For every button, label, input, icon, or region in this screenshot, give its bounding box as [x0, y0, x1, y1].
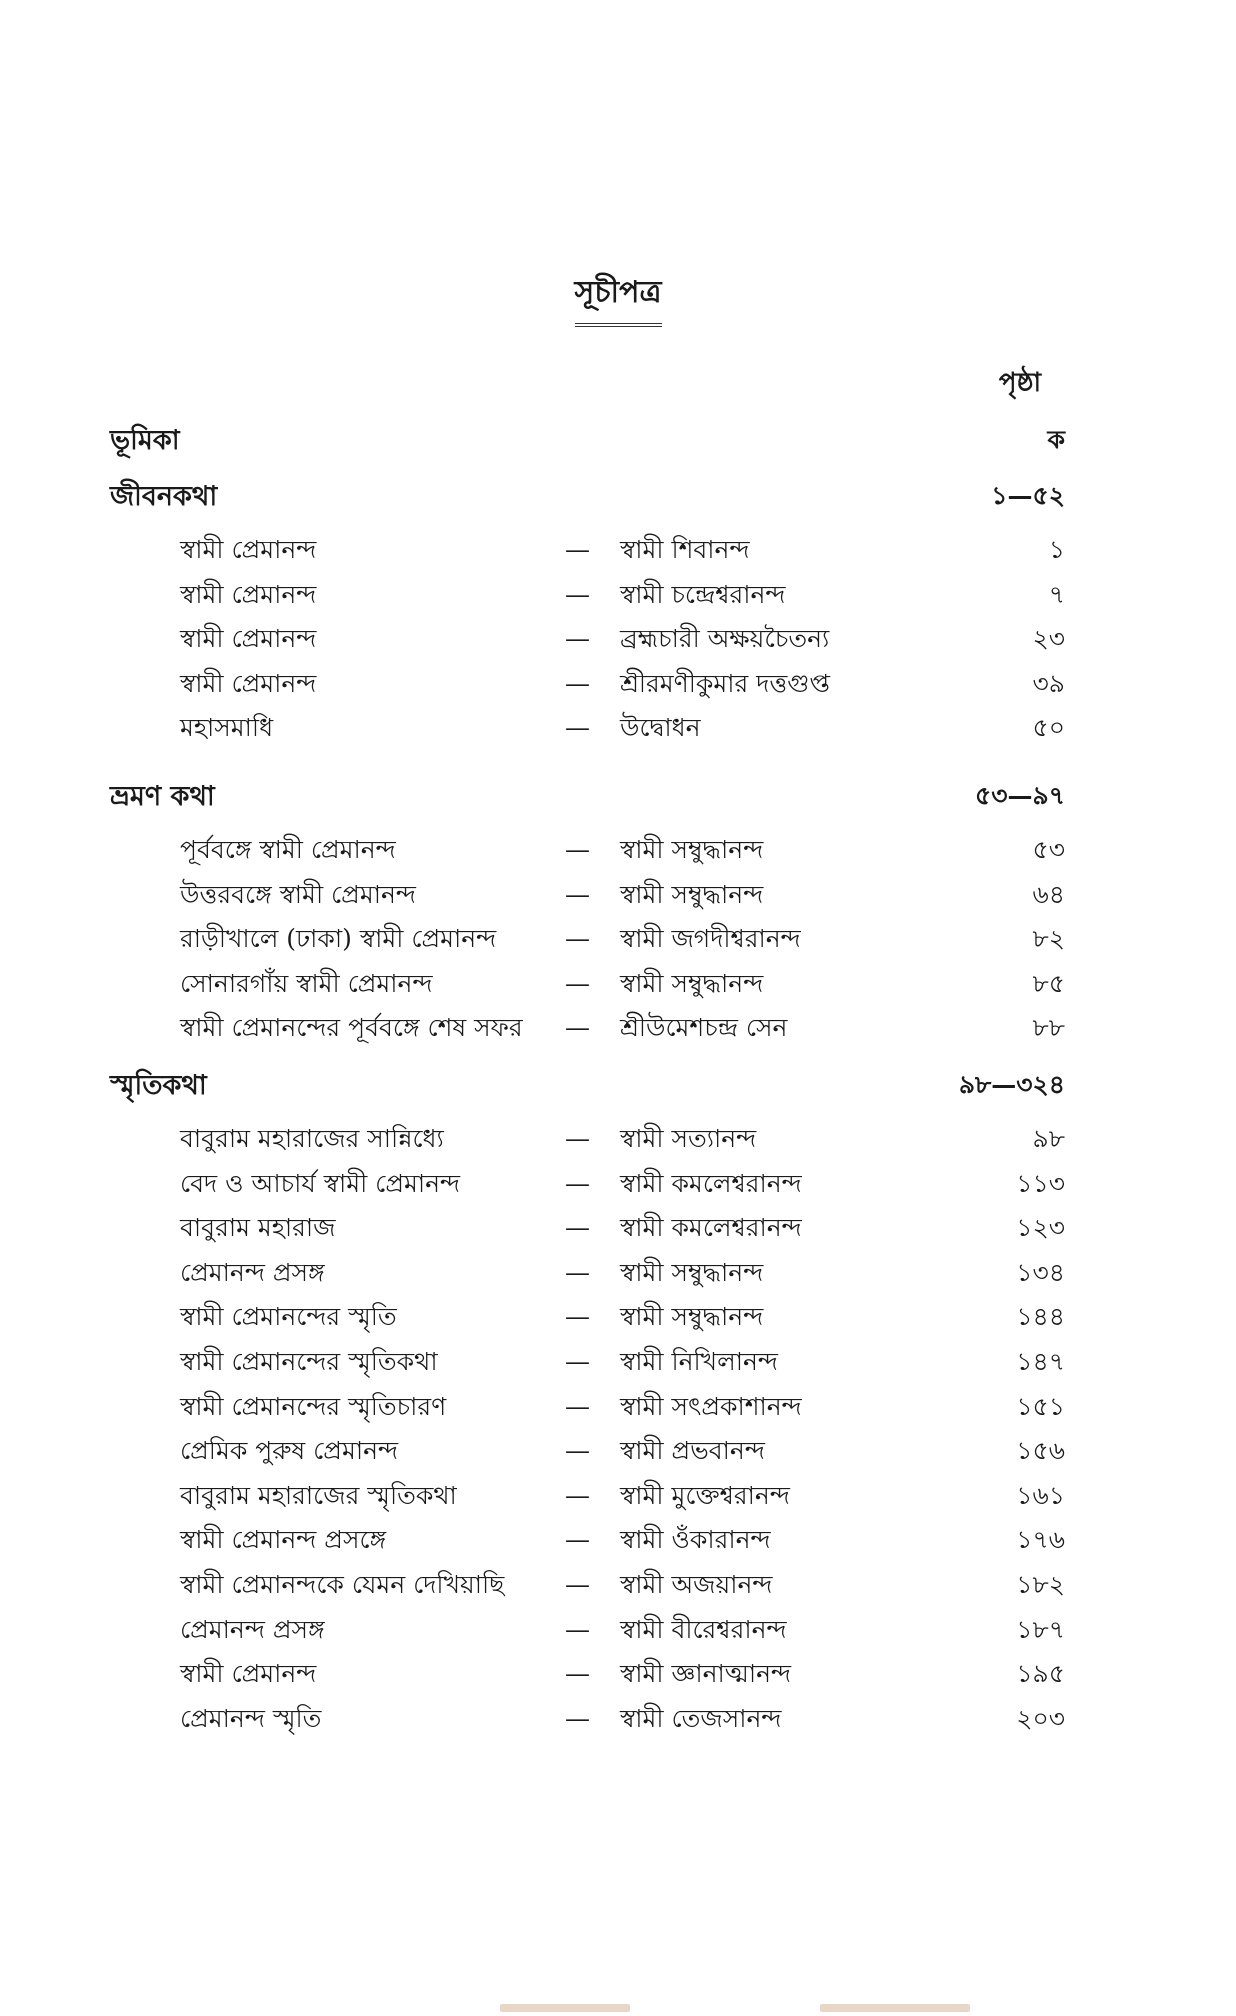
entry-title: স্বামী প্রেমানন্দ	[180, 579, 317, 609]
toc-entry	[110, 528, 1110, 573]
entry-page: ১৪৭	[1016, 1346, 1065, 1376]
entry-title: স্বামী প্রেমানন্দের স্মৃতিচারণ	[180, 1391, 447, 1421]
toc-entry	[110, 1608, 1110, 1653]
entry-dash: —	[565, 1213, 590, 1243]
entry-dash: —	[565, 968, 590, 998]
entry-author: উদ্বোধন	[620, 713, 701, 743]
entry-dash: —	[565, 835, 590, 864]
entry-author: স্বামী কমলেশ্বরানন্দ	[620, 1168, 802, 1198]
entry-title: স্বামী প্রেমানন্দকে যেমন দেখিয়াছি	[180, 1569, 505, 1599]
entry-page: ১	[1048, 535, 1065, 564]
entry-dash: —	[565, 713, 590, 743]
page-title	[0, 268, 1236, 327]
entry-title: প্রেমিক পুরুষ প্রেমানন্দ	[180, 1436, 399, 1466]
entry-page: ১৮৭	[1016, 1614, 1065, 1644]
entry-title: প্রেমানন্দ স্মৃতি	[180, 1703, 322, 1733]
entry-title: রাড়ীখালে (ঢাকা) স্বামী প্রেমানন্দ	[180, 924, 497, 954]
toc-entry	[110, 1385, 1110, 1430]
section-title: স্মৃতিকথা	[110, 1070, 207, 1101]
preface-label: ভূমিকা	[110, 425, 180, 456]
entry-page: ৮৫	[1032, 968, 1065, 998]
entry-author: স্বামী কমলেশ্বরানন্দ	[620, 1213, 802, 1243]
entry-page: ১৪৪	[1016, 1302, 1065, 1332]
entry-author: শ্রীউমেশচন্দ্র সেন	[620, 1013, 788, 1043]
entry-title: বাবুরাম মহারাজের স্মৃতিকথা	[180, 1480, 457, 1510]
entry-page: ৭	[1048, 579, 1065, 609]
toc-entry	[110, 1652, 1110, 1697]
entry-title: স্বামী প্রেমানন্দের স্মৃতিকথা	[180, 1346, 438, 1376]
toc-entry	[110, 1251, 1110, 1296]
toc-entry	[110, 1697, 1110, 1742]
entry-page: ১৭৬	[1016, 1525, 1065, 1555]
entry-page: ৮২	[1032, 924, 1065, 954]
entry-title: মহাসমাধি	[180, 713, 274, 743]
entry-dash: —	[565, 1257, 590, 1287]
entry-dash: —	[565, 879, 590, 909]
toc-entry	[110, 828, 1110, 873]
entry-author: স্বামী সম্বুদ্ধানন্দ	[620, 879, 764, 909]
entry-dash: —	[565, 1525, 590, 1555]
entry-title: বাবুরাম মহারাজ	[180, 1213, 336, 1243]
entry-author: স্বামী সম্বুদ্ধানন্দ	[620, 1257, 764, 1287]
entry-author: স্বামী চন্দ্রেশ্বরানন্দ	[620, 579, 786, 609]
entry-dash: —	[565, 535, 590, 564]
entry-title: স্বামী প্রেমানন্দ প্রসঙ্গে	[180, 1525, 387, 1555]
toc-entry	[110, 662, 1110, 707]
section-page-range: ৫৩—৯৭	[975, 781, 1065, 810]
entry-dash: —	[565, 1703, 590, 1733]
entry-page: ১৩৪	[1016, 1257, 1065, 1287]
toc-entry	[110, 1206, 1110, 1251]
preface-page: ক	[1047, 425, 1065, 454]
entry-author: স্বামী সম্বুদ্ধানন্দ	[620, 968, 764, 998]
entry-author: ব্রহ্মচারী অক্ষয়চৈতন্য	[620, 624, 830, 654]
entry-dash: —	[565, 924, 590, 954]
entry-page: ৯৮	[1032, 1124, 1065, 1153]
entry-page: ৫৩	[1032, 835, 1065, 864]
section-memoirs	[110, 1065, 1110, 1741]
entry-author: স্বামী সম্বুদ্ধানন্দ	[620, 1302, 764, 1332]
entry-title: বেদ ও আচার্য স্বামী প্রেমানন্দ	[180, 1168, 461, 1198]
entry-title: বাবুরাম মহারাজের সান্নিধ্যে	[180, 1124, 444, 1153]
entry-page: ২০৩	[1016, 1703, 1065, 1733]
section-heading	[110, 1065, 1110, 1117]
toc-entry	[110, 873, 1110, 918]
toc-entry	[110, 1429, 1110, 1474]
entry-author: শ্রীরমণীকুমার দত্তগুপ্ত	[620, 668, 830, 698]
entry-title: উত্তরবঙ্গে স্বামী প্রেমানন্দ	[180, 879, 416, 909]
toc-entry	[110, 1162, 1110, 1207]
section-title: জীবনকথা	[110, 481, 218, 512]
entry-author: স্বামী জগদীশ্বরানন্দ	[620, 924, 801, 954]
section-title: ভ্রমণ কথা	[110, 781, 215, 812]
entry-page: ১৬১	[1016, 1480, 1065, 1510]
entry-title: পূর্ববঙ্গে স্বামী প্রেমানন্দ	[180, 835, 396, 864]
entry-page: ১৯৫	[1016, 1659, 1065, 1689]
toc-entry	[110, 1474, 1110, 1519]
entry-dash: —	[565, 1480, 590, 1510]
entry-author: স্বামী প্রভবানন্দ	[620, 1436, 765, 1466]
entry-author: স্বামী শিবানন্দ	[620, 535, 750, 564]
entry-page: ১৫৬	[1016, 1436, 1065, 1466]
entry-title: স্বামী প্রেমানন্দের পূর্ববঙ্গে শেষ সফর	[180, 1013, 523, 1043]
entry-dash: —	[565, 1569, 590, 1599]
toc-entry	[110, 962, 1110, 1007]
toc-entry	[110, 1117, 1110, 1162]
toc-entry	[110, 1340, 1110, 1385]
toc-entry	[110, 706, 1110, 751]
entry-title: প্রেমানন্দ প্রসঙ্গ	[180, 1257, 325, 1287]
entry-dash: —	[565, 579, 590, 609]
entry-author: স্বামী ওঁকারানন্দ	[620, 1525, 771, 1555]
entry-author: স্বামী সৎপ্রকাশানন্দ	[620, 1391, 802, 1421]
section-page-range: ১—৫২	[991, 481, 1065, 510]
entry-title: স্বামী প্রেমানন্দ	[180, 624, 317, 654]
toc-entry	[110, 1518, 1110, 1563]
entry-title: সোনারগাঁয় স্বামী প্রেমানন্দ	[180, 968, 433, 998]
entry-dash: —	[565, 1168, 590, 1198]
entry-page: ১৫১	[1016, 1391, 1065, 1421]
entry-dash: —	[565, 1436, 590, 1466]
entry-page: ১২৩	[1016, 1213, 1065, 1243]
preface-row	[110, 420, 1110, 464]
entry-title: স্বামী প্রেমানন্দ	[180, 668, 317, 698]
toc-entry	[110, 1563, 1110, 1608]
entry-page: ৬৪	[1032, 879, 1065, 909]
section-heading	[110, 776, 1110, 828]
page-column-header: পৃষ্ঠা	[998, 368, 1042, 398]
entry-title: স্বামী প্রেমানন্দ	[180, 1659, 317, 1689]
entry-dash: —	[565, 1391, 590, 1421]
toc-entry	[110, 917, 1110, 962]
entry-page: ২৩	[1032, 624, 1065, 654]
entry-page: ৫০	[1032, 713, 1065, 743]
entry-page: ৩৯	[1032, 668, 1065, 698]
entry-author: স্বামী মুক্তেশ্বরানন্দ	[620, 1480, 790, 1510]
entry-dash: —	[565, 624, 590, 654]
toc-entry	[110, 617, 1110, 662]
entry-dash: —	[565, 1614, 590, 1644]
entry-dash: —	[565, 1346, 590, 1376]
section-travel	[110, 776, 1110, 1051]
section-biography	[110, 476, 1110, 751]
entry-dash: —	[565, 1659, 590, 1689]
page-edge-mark	[500, 2004, 630, 2012]
page-title-text: সূচীপত্র	[575, 268, 662, 327]
entry-dash: —	[565, 668, 590, 698]
entry-title: স্বামী প্রেমানন্দের স্মৃতি	[180, 1302, 397, 1332]
entry-author: স্বামী নিখিলানন্দ	[620, 1346, 778, 1376]
entry-dash: —	[565, 1013, 590, 1043]
entry-page: ৮৮	[1032, 1013, 1065, 1043]
entry-author: স্বামী অজয়ানন্দ	[620, 1569, 773, 1599]
section-heading	[110, 476, 1110, 528]
entry-author: স্বামী সত্যানন্দ	[620, 1124, 757, 1153]
toc-entry	[110, 573, 1110, 618]
entry-author: স্বামী বীরেশ্বরানন্দ	[620, 1614, 787, 1644]
entry-page: ১৮২	[1016, 1569, 1065, 1599]
entry-author: স্বামী তেজসানন্দ	[620, 1703, 782, 1733]
entry-title: স্বামী প্রেমানন্দ	[180, 535, 317, 564]
entry-dash: —	[565, 1302, 590, 1332]
section-page-range: ৯৮—৩২৪	[958, 1070, 1065, 1099]
entry-dash: —	[565, 1124, 590, 1153]
entry-page: ১১৩	[1016, 1168, 1065, 1198]
toc-entry	[110, 1006, 1110, 1051]
entry-author: স্বামী সম্বুদ্ধানন্দ	[620, 835, 764, 864]
toc-entry	[110, 1295, 1110, 1340]
entry-author: স্বামী জ্ঞানাত্মানন্দ	[620, 1659, 792, 1689]
page-edge-mark	[820, 2004, 970, 2012]
entry-title: প্রেমানন্দ প্রসঙ্গ	[180, 1614, 325, 1644]
